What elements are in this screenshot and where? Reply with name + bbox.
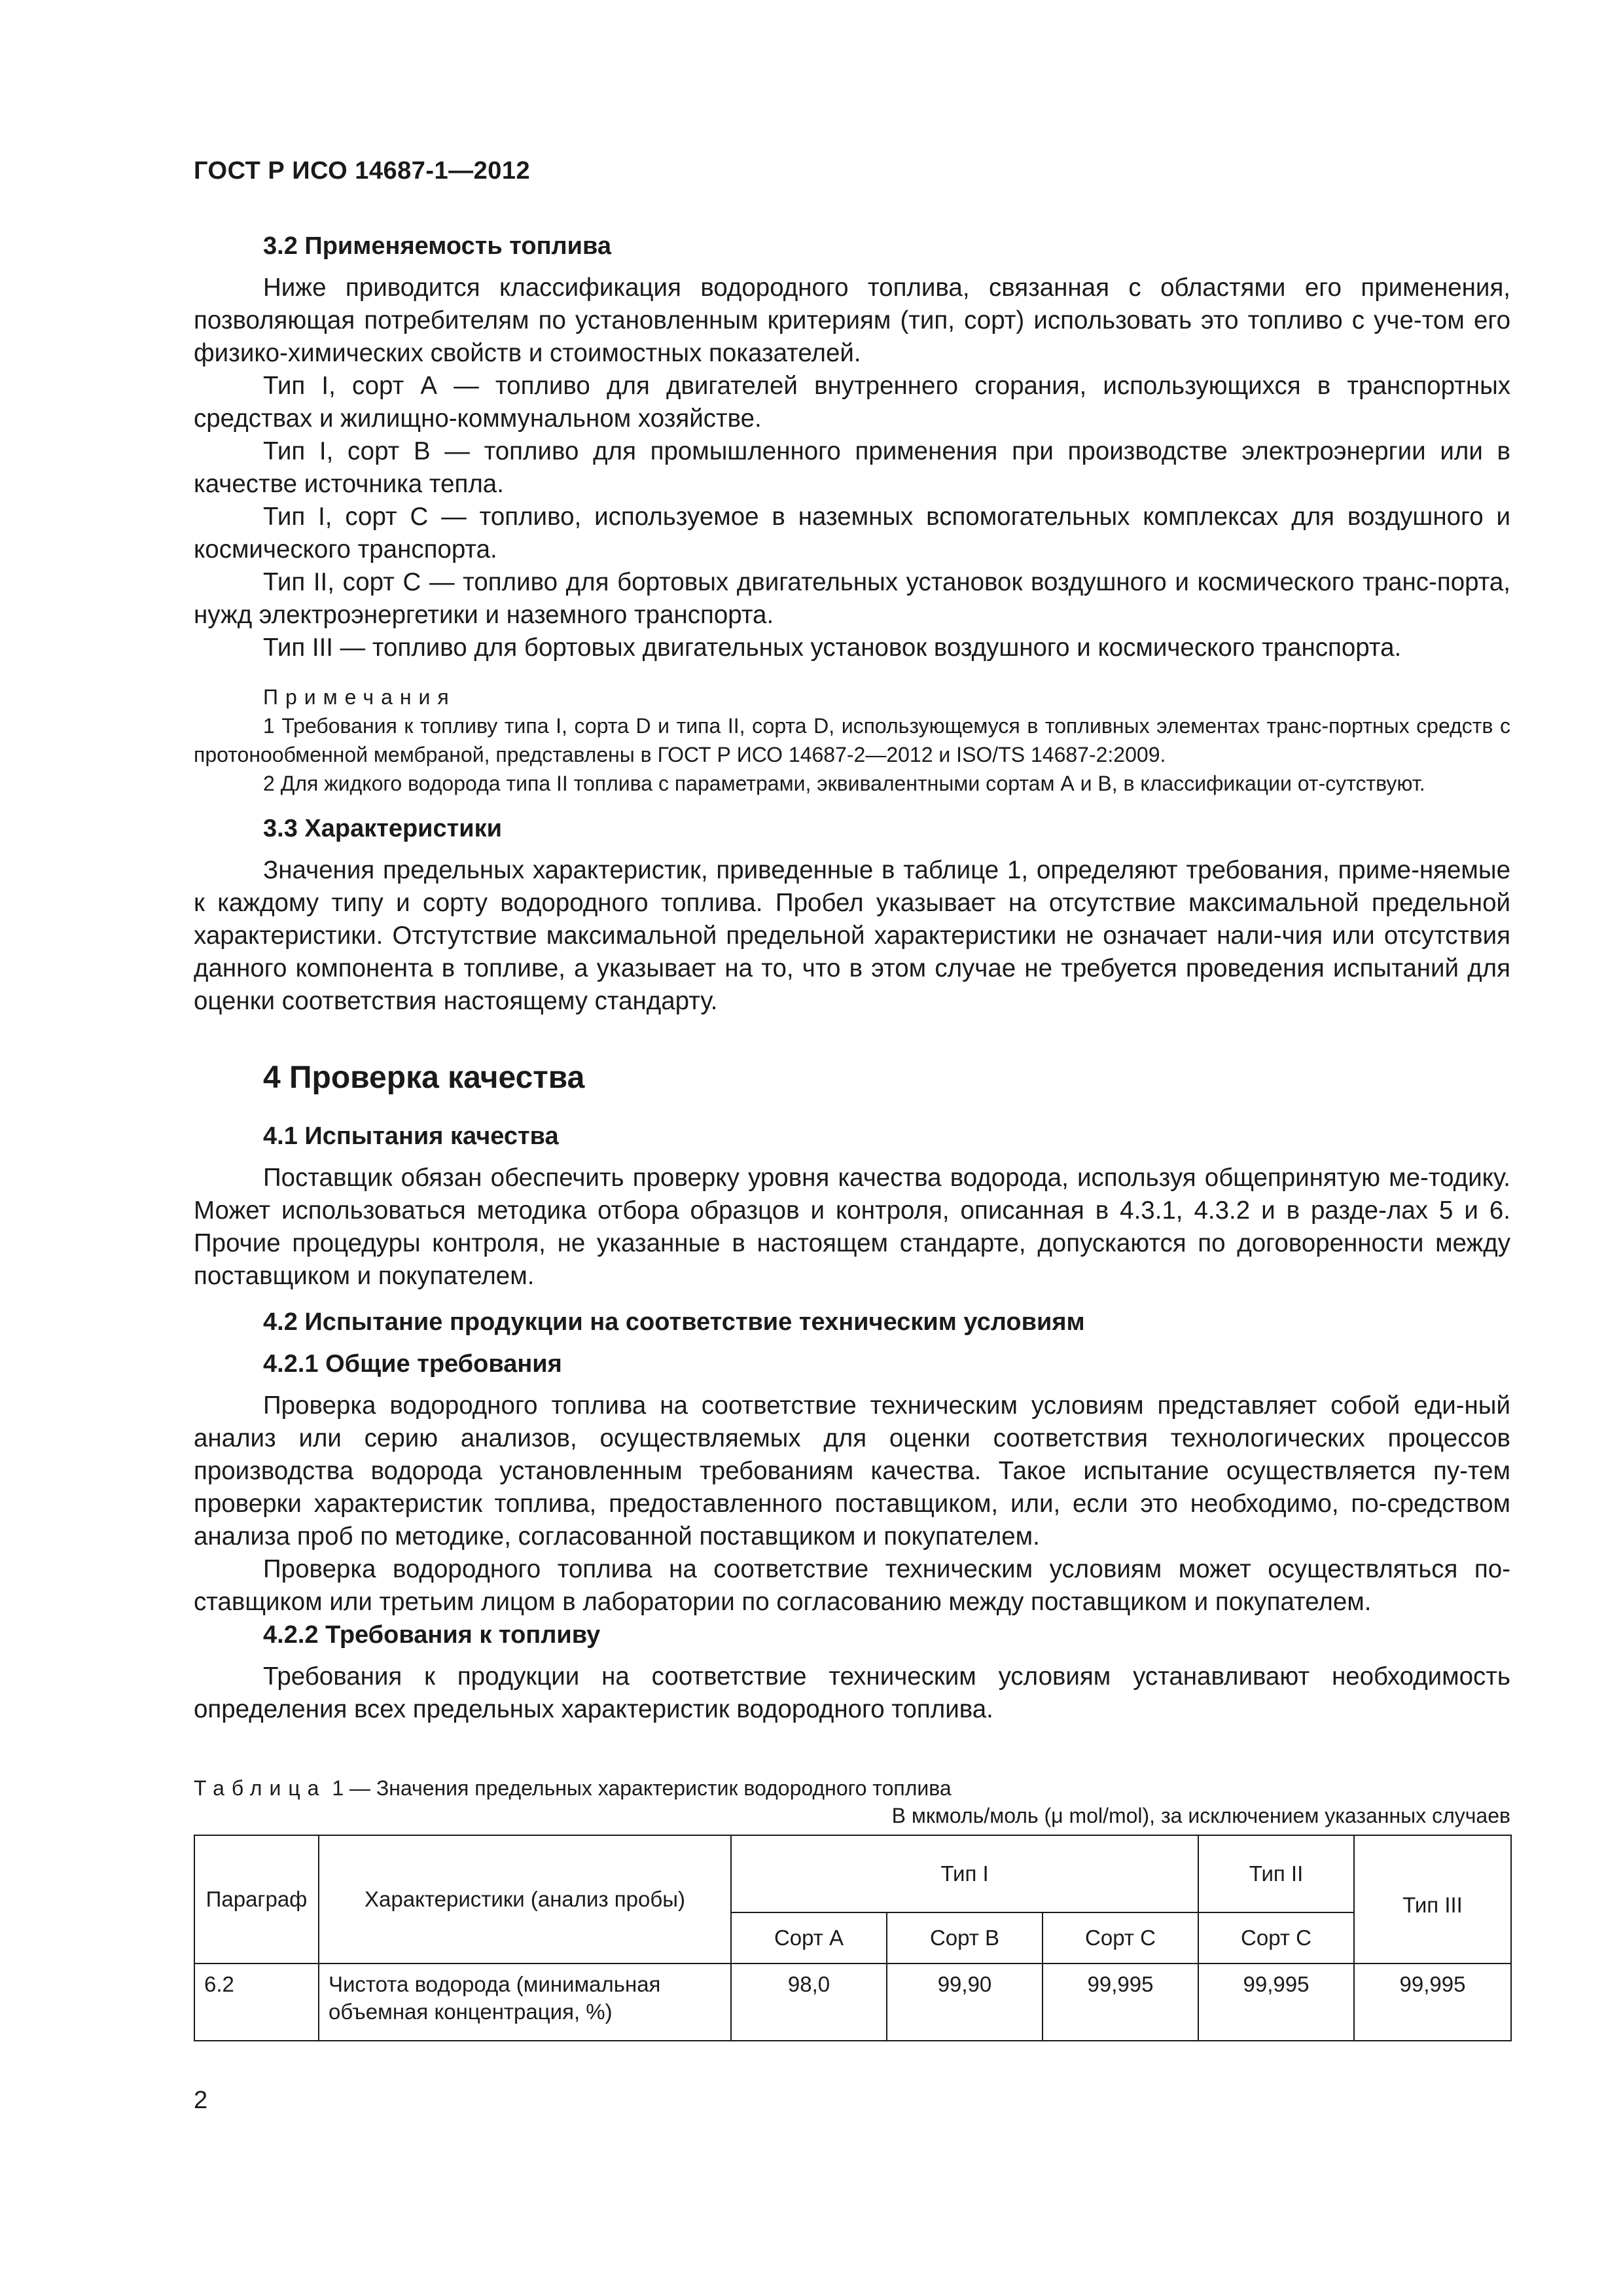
section-4-title: 4 Проверка качества [263, 1060, 585, 1095]
cell-paragraph: 6.2 [194, 1964, 319, 2041]
document-page [194, 157, 1510, 2041]
paragraph: Тип I, сорт А — топливо для двигателей внутреннего сгорания, использующихся в транспортных средствах и жилищно-коммунальном хозяйстве. [194, 372, 1510, 433]
paragraph: Значения предельных характеристик, приведенные в таблице 1, определяют требования, приме-няемые к каждому типу и сорту водородного топлива. Пробел указывает на отсутствие максимальной предельной характеристики. Отстутствие максимальной предельной характеристики не означает нали-чия или отсутствия данного компонента в топливе, а указывает на то, что в этом случае не требуется проведения испытаний для оценки соответствия настоящему стандарту. [194, 856, 1510, 1015]
section-4-2-1-title: 4.2.1 Общие требования [263, 1350, 562, 1378]
header-grade-b: Сорт В [887, 1912, 1043, 1964]
header-type-2: Тип II [1198, 1835, 1354, 1912]
paragraph: Требования к продукции на соответствие техническим условиям устанавливают необходимость определения всех предельных характеристик водородного топлива. [194, 1662, 1510, 1723]
document-code: ГОСТ Р ИСО 14687-1—2012 [194, 157, 531, 185]
table-1 [194, 1835, 1512, 2041]
header-grade-a: Сорт А [731, 1912, 887, 1964]
paragraph: Тип II, сорт С — топливо для бортовых двигательных установок воздушного и космического транс-порта, нужд электроэнергетики и наземного транспорта. [194, 568, 1510, 629]
table-caption [194, 1774, 1510, 1802]
header-type-3: Тип III [1354, 1835, 1511, 1964]
table-row [194, 1964, 1511, 2041]
section-4-2-2-title: 4.2.2 Требования к топливу [263, 1621, 601, 1649]
page-number: 2 [194, 2087, 208, 2114]
section-4-1-title: 4.1 Испытания качества [263, 1122, 559, 1150]
note-item: 2 Для жидкого водорода типа II топлива с параметрами, эквивалентными сортам А и В, в классификации от-сутствуют. [263, 772, 1425, 795]
table-units: В мкмоль/моль (μ mol/mol), за исключением указанных случаев [891, 1804, 1510, 1827]
cell-type2-grade-c: 99,995 [1198, 1964, 1354, 2041]
table-caption-text: 1 — Значения предельных характеристик водородного топлива [332, 1776, 952, 1800]
section-3-3-title: 3.3 Характеристики [263, 815, 503, 842]
paragraph: Проверка водородного топлива на соответствие техническим условиям может осуществляться по-ставщиком или третьим лицом в лаборатории по согласованию между поставщиком и покупателем. [194, 1555, 1510, 1616]
paragraph: Тип I, сорт В — топливо для промышленного применения при производстве электроэнергии или в качестве источника тепла. [194, 437, 1510, 498]
header-paragraph: Параграф [194, 1835, 319, 1964]
cell-type1-grade-b: 99,90 [887, 1964, 1043, 2041]
cell-type1-grade-a: 98,0 [731, 1964, 887, 2041]
table-caption-label: Таблица [194, 1776, 327, 1800]
note-item: 1 Требования к топливу типа I, сорта D и типа II, сорта D, использующемуся в топливных элементах транс-портных средств с протонообменной мембраной, представлены в ГОСТ Р ИСО 14687-2—2012 и ISO/TS 14687-2:2009. [194, 714, 1510, 766]
table-header-row [194, 1835, 1511, 1912]
header-grade-c: Сорт С [1198, 1912, 1354, 1964]
header-characteristic: Характеристики (анализ пробы) [319, 1835, 731, 1964]
paragraph: Проверка водородного топлива на соответствие техническим условиям представляет собой еди-ный анализ или серию анализов, осуществляемых для оценки соответствия технологических процессов производства водорода установленным требованиям качества. Такое испытание осуществляется пу-тем проверки характеристик топлива, предоставленного поставщиком, или, если это необходимо, по-средством анализа проб по методике, согласованной поставщиком и покупателем. [194, 1391, 1510, 1551]
paragraph: Тип III — топливо для бортовых двигательных установок воздушного и космического транспорта. [263, 634, 1402, 662]
cell-type1-grade-c: 99,995 [1043, 1964, 1198, 2041]
notes-title: Примечания [263, 685, 456, 709]
paragraph: Ниже приводится классификация водородного топлива, связанная с областями его применения, позволяющая потребителям по установленным критериям (тип, сорт) использовать это топливо с уче-том его физико-химических свойств и стоимостных показателей. [194, 274, 1510, 367]
cell-characteristic: Чистота водорода (минимальная объемная концентрация, %) [319, 1964, 731, 2041]
header-type-1: Тип I [731, 1835, 1198, 1912]
paragraph: Поставщик обязан обеспечить проверку уровня качества водорода, используя общепринятую ме-тодику. Может использоваться методика отбора образцов и контроля, описанная в 4.3.1, 4.3.2 и в разде-лах 5 и 6. Прочие процедуры контроля, не указанные в настоящем стандарте, допускаются по договоренности между поставщиком и покупателем. [194, 1164, 1510, 1290]
section-3-2-title: 3.2 Применяемость топлива [263, 232, 612, 260]
section-4-2-title: 4.2 Испытание продукции на соответствие техническим условиям [263, 1308, 1085, 1336]
header-grade-c: Сорт С [1043, 1912, 1198, 1964]
cell-type3: 99,995 [1354, 1964, 1511, 2041]
notes-block [194, 683, 1510, 798]
paragraph: Тип I, сорт С — топливо, используемое в наземных вспомогательных комплексах для воздушного и космического транспорта. [194, 503, 1510, 564]
